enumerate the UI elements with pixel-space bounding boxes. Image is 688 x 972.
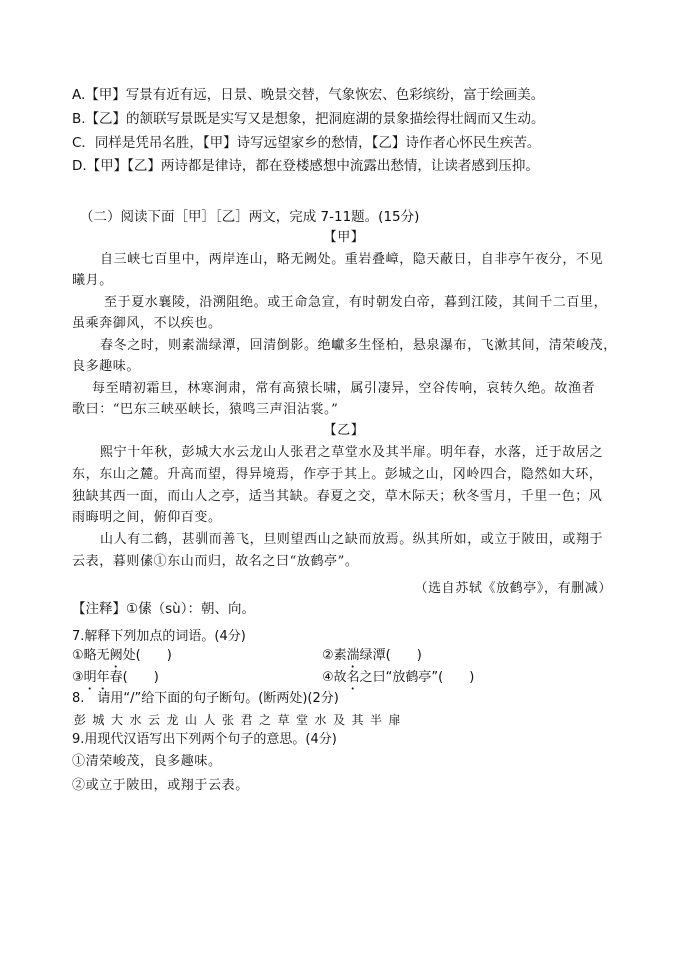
jia-line-5: 春冬之时，则素湍绿潭，回清倒影。绝巘多生怪柏，悬泉瀑布，飞漱其间，清荣峻茂， (100, 338, 617, 353)
yi-line-1: 熙宁十年秋，彭城大水云龙山人张君之草堂水及其半扉。明年春，水落，迁于故居之 (100, 445, 604, 460)
jia-line-6: 良多趣味。 (72, 359, 141, 374)
q7-item-1: ①略无阙处( ) (72, 648, 172, 663)
jia-line-1: 自三峡七百里中，两岸连山，略无阙处。重岩叠嶂，隐天蔽日，自非亭午夜分，不见 (100, 252, 604, 267)
q7-item-4-dotted: 名 (346, 670, 360, 685)
option-c: C．同样是凭吊名胜，【甲】诗写远望家乡的愁情，【乙】诗作者心怀民生疾苦。 (72, 135, 541, 151)
q7-item-3-dotted: 明年 (83, 670, 110, 685)
q9-sentence-1: ①清荣峻茂，良多趣味。 (72, 754, 222, 769)
option-a: A.【甲】写景有近有远，日景、晚景交替，气象恢宏、色彩缤纷，富于绘画美。 (72, 87, 545, 103)
section-heading: （二）阅读下面［甲］［乙］两文，完成 7-11题。(15分) (80, 209, 420, 225)
q8-sentence: 彭城大水云龙山人张君之草堂水及其半扉 (74, 713, 408, 727)
q7-item-3: ③明年春( ) (72, 670, 159, 685)
q7-item-4: ④故名之曰“放鹤亭”( ) (322, 670, 475, 685)
annotation-note: 【注释】①傃（sù）：朝、向。 (72, 601, 255, 617)
yi-line-5: 山人有二鹤，甚驯而善飞，旦则望西山之缺而放焉。纵其所如，或立于陂田，或翔于 (100, 532, 604, 547)
jia-line-3: 至于夏水襄陵，沿溯阻绝。或王命急宣，有时朝发白帝，暮到江陵，其间千二百里， (104, 295, 608, 310)
jia-line-8: 歌曰：“巴东三峡巫峡长，猿鸣三声泪沾裳。” (72, 402, 339, 417)
q7-title: 7.解释下列加点的词语。(4分) (72, 629, 246, 644)
yi-label: 【乙】 (323, 423, 365, 438)
jia-line-2: 曦月。 (72, 273, 113, 288)
option-d: D.【甲】【乙】两诗都是律诗，都在登楼感想中流露出愁情，让读者感到压抑。 (72, 158, 539, 174)
yi-line-4: 雨晦明之间，俯仰百变。 (72, 510, 222, 525)
source-citation: （选自苏轼《放鹤亭》，有删减） (414, 581, 612, 596)
yi-line-6: 云表，暮则傃①东山而归，故名之曰“放鹤亭”。 (72, 554, 359, 569)
q7-item-2-dotted: 湍 (346, 648, 360, 663)
option-b: B.【乙】的颔联写景既是实写又是想象，把洞庭湖的景象描绘得壮阔而又生动。 (72, 111, 545, 127)
jia-line-4: 虽乘奔御风，不以疾也。 (72, 316, 222, 331)
yi-line-3: 独缺其西一面，而山人之亭，适当其缺。春夏之交，草木际天；秋冬雪月，千里一色；风 (72, 489, 603, 504)
yi-line-2: 东，东山之麓。升高而望，得异境焉，作亭于其上。彭城之山，冈岭四合，隐然如大环， (72, 467, 603, 482)
q9-sentence-2: ②或立于陂田，或翔于云表。 (72, 778, 249, 793)
q7-item-2: ②素湍绿潭( ) (322, 648, 422, 663)
q9-title: 9.用现代汉语写出下列两个句子的意思。(4分) (72, 732, 337, 747)
q8-title: 8. 请用“/”给下面的句子断句。(断两处)(2分) (72, 691, 339, 706)
jia-label: 【甲】 (323, 230, 365, 245)
jia-line-7: 每至晴初霜旦，林寒涧肃，常有高猿长啸，属引凄异，空谷传响，哀转久绝。故渔者 (92, 381, 596, 396)
q7-item-1-dotted: 阙 (109, 648, 123, 663)
